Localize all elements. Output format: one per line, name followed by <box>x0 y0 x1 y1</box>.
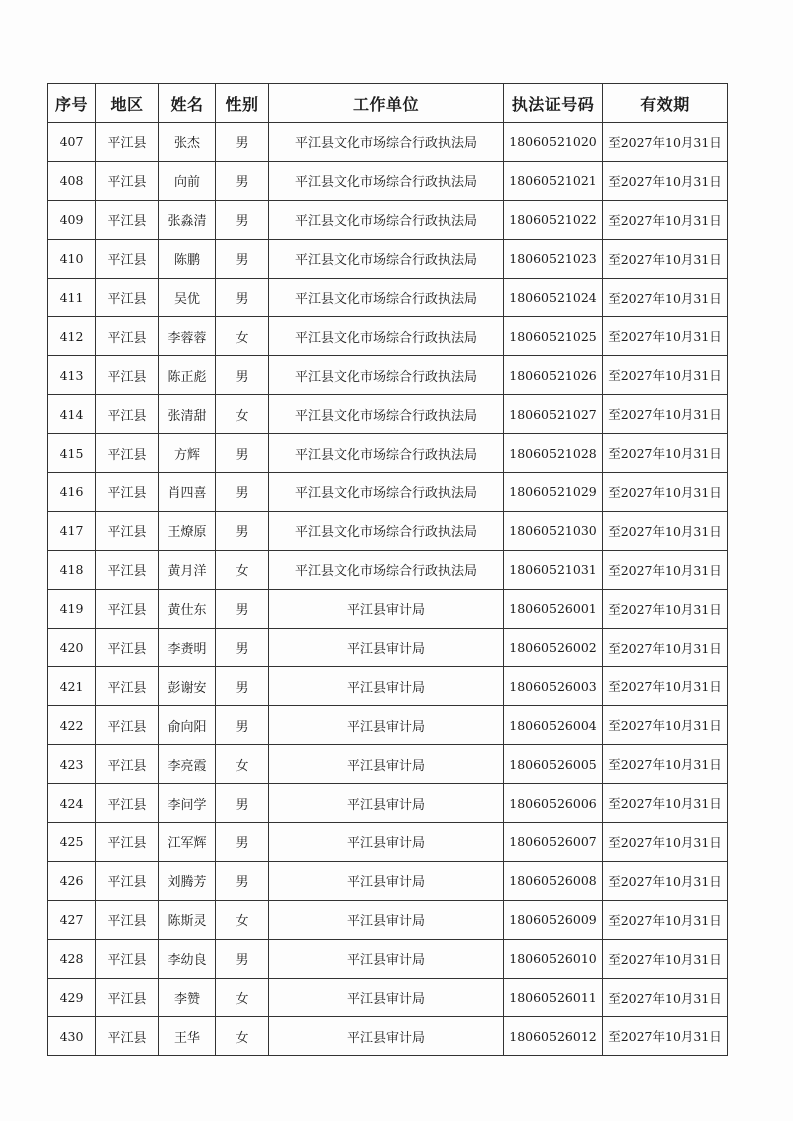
header-name: 姓名 <box>159 84 216 123</box>
cell-region: 平江县 <box>96 706 159 745</box>
cell-certificate-number: 18060521024 <box>504 278 603 317</box>
cell-region: 平江县 <box>96 356 159 395</box>
cell-name: 黄仕东 <box>159 589 216 628</box>
cell-valid-until: 至2027年10月31日 <box>603 200 728 239</box>
cell-name: 陈鹏 <box>159 239 216 278</box>
cell-serial-number: 430 <box>48 1017 96 1056</box>
cell-valid-until: 至2027年10月31日 <box>603 628 728 667</box>
cell-region: 平江县 <box>96 589 159 628</box>
cell-gender: 男 <box>216 278 269 317</box>
cell-serial-number: 416 <box>48 473 96 512</box>
cell-valid-until: 至2027年10月31日 <box>603 978 728 1017</box>
cell-valid-until: 至2027年10月31日 <box>603 317 728 356</box>
cell-gender: 女 <box>216 550 269 589</box>
table-row <box>48 978 728 1017</box>
cell-certificate-number: 18060521020 <box>504 123 603 162</box>
cell-work-unit: 平江县审计局 <box>269 589 504 628</box>
cell-work-unit: 平江县审计局 <box>269 1017 504 1056</box>
cell-valid-until: 至2027年10月31日 <box>603 861 728 900</box>
cell-valid-until: 至2027年10月31日 <box>603 434 728 473</box>
table-row <box>48 900 728 939</box>
cell-gender: 男 <box>216 161 269 200</box>
cell-region: 平江县 <box>96 978 159 1017</box>
cell-certificate-number: 18060526007 <box>504 823 603 862</box>
cell-name: 俞向阳 <box>159 706 216 745</box>
cell-gender: 男 <box>216 434 269 473</box>
cell-gender: 女 <box>216 317 269 356</box>
cell-work-unit: 平江县审计局 <box>269 900 504 939</box>
cell-region: 平江县 <box>96 667 159 706</box>
cell-work-unit: 平江县文化市场综合行政执法局 <box>269 239 504 278</box>
cell-serial-number: 407 <box>48 123 96 162</box>
cell-certificate-number: 18060521021 <box>504 161 603 200</box>
cell-serial-number: 417 <box>48 511 96 550</box>
cell-certificate-number: 18060526012 <box>504 1017 603 1056</box>
cell-region: 平江县 <box>96 395 159 434</box>
cell-gender: 男 <box>216 861 269 900</box>
header-region: 地区 <box>96 84 159 123</box>
cell-gender: 男 <box>216 123 269 162</box>
table-row <box>48 706 728 745</box>
cell-name: 向前 <box>159 161 216 200</box>
cell-valid-until: 至2027年10月31日 <box>603 395 728 434</box>
cell-certificate-number: 18060526009 <box>504 900 603 939</box>
cell-gender: 男 <box>216 473 269 512</box>
cell-gender: 男 <box>216 200 269 239</box>
cell-name: 吴优 <box>159 278 216 317</box>
cell-work-unit: 平江县文化市场综合行政执法局 <box>269 550 504 589</box>
cell-certificate-number: 18060521023 <box>504 239 603 278</box>
cell-work-unit: 平江县文化市场综合行政执法局 <box>269 511 504 550</box>
table-row <box>48 939 728 978</box>
cell-name: 陈正彪 <box>159 356 216 395</box>
header-valid-until: 有效期 <box>603 84 728 123</box>
cell-region: 平江县 <box>96 550 159 589</box>
cell-name: 刘腾芳 <box>159 861 216 900</box>
personnel-table <box>47 83 728 1056</box>
cell-gender: 女 <box>216 745 269 784</box>
cell-gender: 男 <box>216 628 269 667</box>
table-row <box>48 239 728 278</box>
cell-valid-until: 至2027年10月31日 <box>603 239 728 278</box>
cell-serial-number: 413 <box>48 356 96 395</box>
cell-valid-until: 至2027年10月31日 <box>603 939 728 978</box>
cell-region: 平江县 <box>96 317 159 356</box>
cell-valid-until: 至2027年10月31日 <box>603 550 728 589</box>
cell-certificate-number: 18060521026 <box>504 356 603 395</box>
cell-work-unit: 平江县文化市场综合行政执法局 <box>269 200 504 239</box>
cell-certificate-number: 18060521025 <box>504 317 603 356</box>
cell-serial-number: 408 <box>48 161 96 200</box>
cell-work-unit: 平江县文化市场综合行政执法局 <box>269 317 504 356</box>
cell-valid-until: 至2027年10月31日 <box>603 1017 728 1056</box>
cell-region: 平江县 <box>96 123 159 162</box>
cell-name: 张清甜 <box>159 395 216 434</box>
cell-region: 平江县 <box>96 823 159 862</box>
table-row <box>48 861 728 900</box>
cell-work-unit: 平江县文化市场综合行政执法局 <box>269 473 504 512</box>
table-row <box>48 667 728 706</box>
cell-name: 李幼良 <box>159 939 216 978</box>
cell-valid-until: 至2027年10月31日 <box>603 823 728 862</box>
cell-serial-number: 427 <box>48 900 96 939</box>
cell-name: 李蓉蓉 <box>159 317 216 356</box>
cell-work-unit: 平江县文化市场综合行政执法局 <box>269 161 504 200</box>
cell-gender: 女 <box>216 1017 269 1056</box>
cell-serial-number: 414 <box>48 395 96 434</box>
cell-gender: 男 <box>216 511 269 550</box>
cell-serial-number: 428 <box>48 939 96 978</box>
cell-gender: 男 <box>216 239 269 278</box>
cell-name: 黄月洋 <box>159 550 216 589</box>
cell-serial-number: 420 <box>48 628 96 667</box>
cell-name: 陈斯灵 <box>159 900 216 939</box>
cell-valid-until: 至2027年10月31日 <box>603 589 728 628</box>
table-row <box>48 823 728 862</box>
cell-serial-number: 419 <box>48 589 96 628</box>
table-row <box>48 745 728 784</box>
cell-certificate-number: 18060521022 <box>504 200 603 239</box>
cell-name: 方辉 <box>159 434 216 473</box>
cell-serial-number: 415 <box>48 434 96 473</box>
cell-gender: 男 <box>216 939 269 978</box>
cell-serial-number: 421 <box>48 667 96 706</box>
cell-valid-until: 至2027年10月31日 <box>603 356 728 395</box>
cell-work-unit: 平江县审计局 <box>269 667 504 706</box>
table-row <box>48 473 728 512</box>
cell-region: 平江县 <box>96 473 159 512</box>
cell-valid-until: 至2027年10月31日 <box>603 745 728 784</box>
cell-region: 平江县 <box>96 861 159 900</box>
table-header <box>48 84 728 123</box>
cell-serial-number: 409 <box>48 200 96 239</box>
cell-work-unit: 平江县文化市场综合行政执法局 <box>269 356 504 395</box>
cell-valid-until: 至2027年10月31日 <box>603 511 728 550</box>
cell-name: 李赞 <box>159 978 216 1017</box>
cell-region: 平江县 <box>96 161 159 200</box>
cell-certificate-number: 18060521030 <box>504 511 603 550</box>
cell-name: 王华 <box>159 1017 216 1056</box>
cell-work-unit: 平江县审计局 <box>269 939 504 978</box>
cell-name: 张杰 <box>159 123 216 162</box>
cell-serial-number: 429 <box>48 978 96 1017</box>
cell-region: 平江县 <box>96 745 159 784</box>
cell-certificate-number: 18060526004 <box>504 706 603 745</box>
cell-gender: 男 <box>216 706 269 745</box>
cell-serial-number: 426 <box>48 861 96 900</box>
cell-work-unit: 平江县审计局 <box>269 706 504 745</box>
cell-valid-until: 至2027年10月31日 <box>603 706 728 745</box>
cell-work-unit: 平江县审计局 <box>269 628 504 667</box>
table-row <box>48 395 728 434</box>
cell-gender: 男 <box>216 667 269 706</box>
cell-serial-number: 418 <box>48 550 96 589</box>
table-row <box>48 1017 728 1056</box>
cell-name: 李问学 <box>159 784 216 823</box>
cell-serial-number: 422 <box>48 706 96 745</box>
cell-region: 平江县 <box>96 939 159 978</box>
table-row <box>48 161 728 200</box>
table-row <box>48 356 728 395</box>
cell-certificate-number: 18060526002 <box>504 628 603 667</box>
cell-certificate-number: 18060526010 <box>504 939 603 978</box>
cell-serial-number: 423 <box>48 745 96 784</box>
header-work-unit: 工作单位 <box>269 84 504 123</box>
header-serial-number: 序号 <box>48 84 96 123</box>
table-row <box>48 123 728 162</box>
cell-gender: 女 <box>216 900 269 939</box>
cell-name: 彭谢安 <box>159 667 216 706</box>
cell-region: 平江县 <box>96 1017 159 1056</box>
header-row <box>48 84 728 123</box>
cell-work-unit: 平江县文化市场综合行政执法局 <box>269 278 504 317</box>
table-row <box>48 278 728 317</box>
cell-valid-until: 至2027年10月31日 <box>603 473 728 512</box>
header-certificate-number: 执法证号码 <box>504 84 603 123</box>
cell-gender: 男 <box>216 589 269 628</box>
cell-work-unit: 平江县文化市场综合行政执法局 <box>269 434 504 473</box>
cell-certificate-number: 18060526011 <box>504 978 603 1017</box>
table-row <box>48 550 728 589</box>
cell-valid-until: 至2027年10月31日 <box>603 900 728 939</box>
cell-region: 平江县 <box>96 239 159 278</box>
cell-region: 平江县 <box>96 200 159 239</box>
cell-work-unit: 平江县审计局 <box>269 978 504 1017</box>
cell-serial-number: 412 <box>48 317 96 356</box>
cell-region: 平江县 <box>96 784 159 823</box>
cell-work-unit: 平江县文化市场综合行政执法局 <box>269 395 504 434</box>
cell-certificate-number: 18060526008 <box>504 861 603 900</box>
cell-gender: 女 <box>216 978 269 1017</box>
cell-gender: 男 <box>216 356 269 395</box>
cell-region: 平江县 <box>96 900 159 939</box>
cell-certificate-number: 18060526005 <box>504 745 603 784</box>
cell-name: 肖四喜 <box>159 473 216 512</box>
cell-certificate-number: 18060526001 <box>504 589 603 628</box>
cell-serial-number: 425 <box>48 823 96 862</box>
cell-name: 张淼清 <box>159 200 216 239</box>
table-row <box>48 434 728 473</box>
cell-certificate-number: 18060521031 <box>504 550 603 589</box>
table-row <box>48 628 728 667</box>
cell-region: 平江县 <box>96 628 159 667</box>
cell-name: 李亮霞 <box>159 745 216 784</box>
cell-work-unit: 平江县审计局 <box>269 861 504 900</box>
cell-valid-until: 至2027年10月31日 <box>603 278 728 317</box>
cell-valid-until: 至2027年10月31日 <box>603 784 728 823</box>
cell-work-unit: 平江县审计局 <box>269 823 504 862</box>
cell-region: 平江县 <box>96 511 159 550</box>
cell-valid-until: 至2027年10月31日 <box>603 667 728 706</box>
header-gender: 性别 <box>216 84 269 123</box>
cell-certificate-number: 18060521029 <box>504 473 603 512</box>
cell-gender: 女 <box>216 395 269 434</box>
cell-certificate-number: 18060526003 <box>504 667 603 706</box>
table-body <box>48 123 728 1056</box>
cell-name: 江军辉 <box>159 823 216 862</box>
cell-serial-number: 411 <box>48 278 96 317</box>
cell-name: 王燎原 <box>159 511 216 550</box>
cell-serial-number: 410 <box>48 239 96 278</box>
cell-valid-until: 至2027年10月31日 <box>603 161 728 200</box>
cell-certificate-number: 18060521028 <box>504 434 603 473</box>
table-row <box>48 589 728 628</box>
cell-valid-until: 至2027年10月31日 <box>603 123 728 162</box>
cell-work-unit: 平江县文化市场综合行政执法局 <box>269 123 504 162</box>
cell-serial-number: 424 <box>48 784 96 823</box>
cell-region: 平江县 <box>96 434 159 473</box>
cell-gender: 男 <box>216 784 269 823</box>
table-row <box>48 511 728 550</box>
table-row <box>48 317 728 356</box>
cell-gender: 男 <box>216 823 269 862</box>
table-row <box>48 784 728 823</box>
cell-work-unit: 平江县审计局 <box>269 745 504 784</box>
cell-region: 平江县 <box>96 278 159 317</box>
cell-certificate-number: 18060526006 <box>504 784 603 823</box>
table-row <box>48 200 728 239</box>
cell-work-unit: 平江县审计局 <box>269 784 504 823</box>
cell-certificate-number: 18060521027 <box>504 395 603 434</box>
cell-name: 李赉明 <box>159 628 216 667</box>
